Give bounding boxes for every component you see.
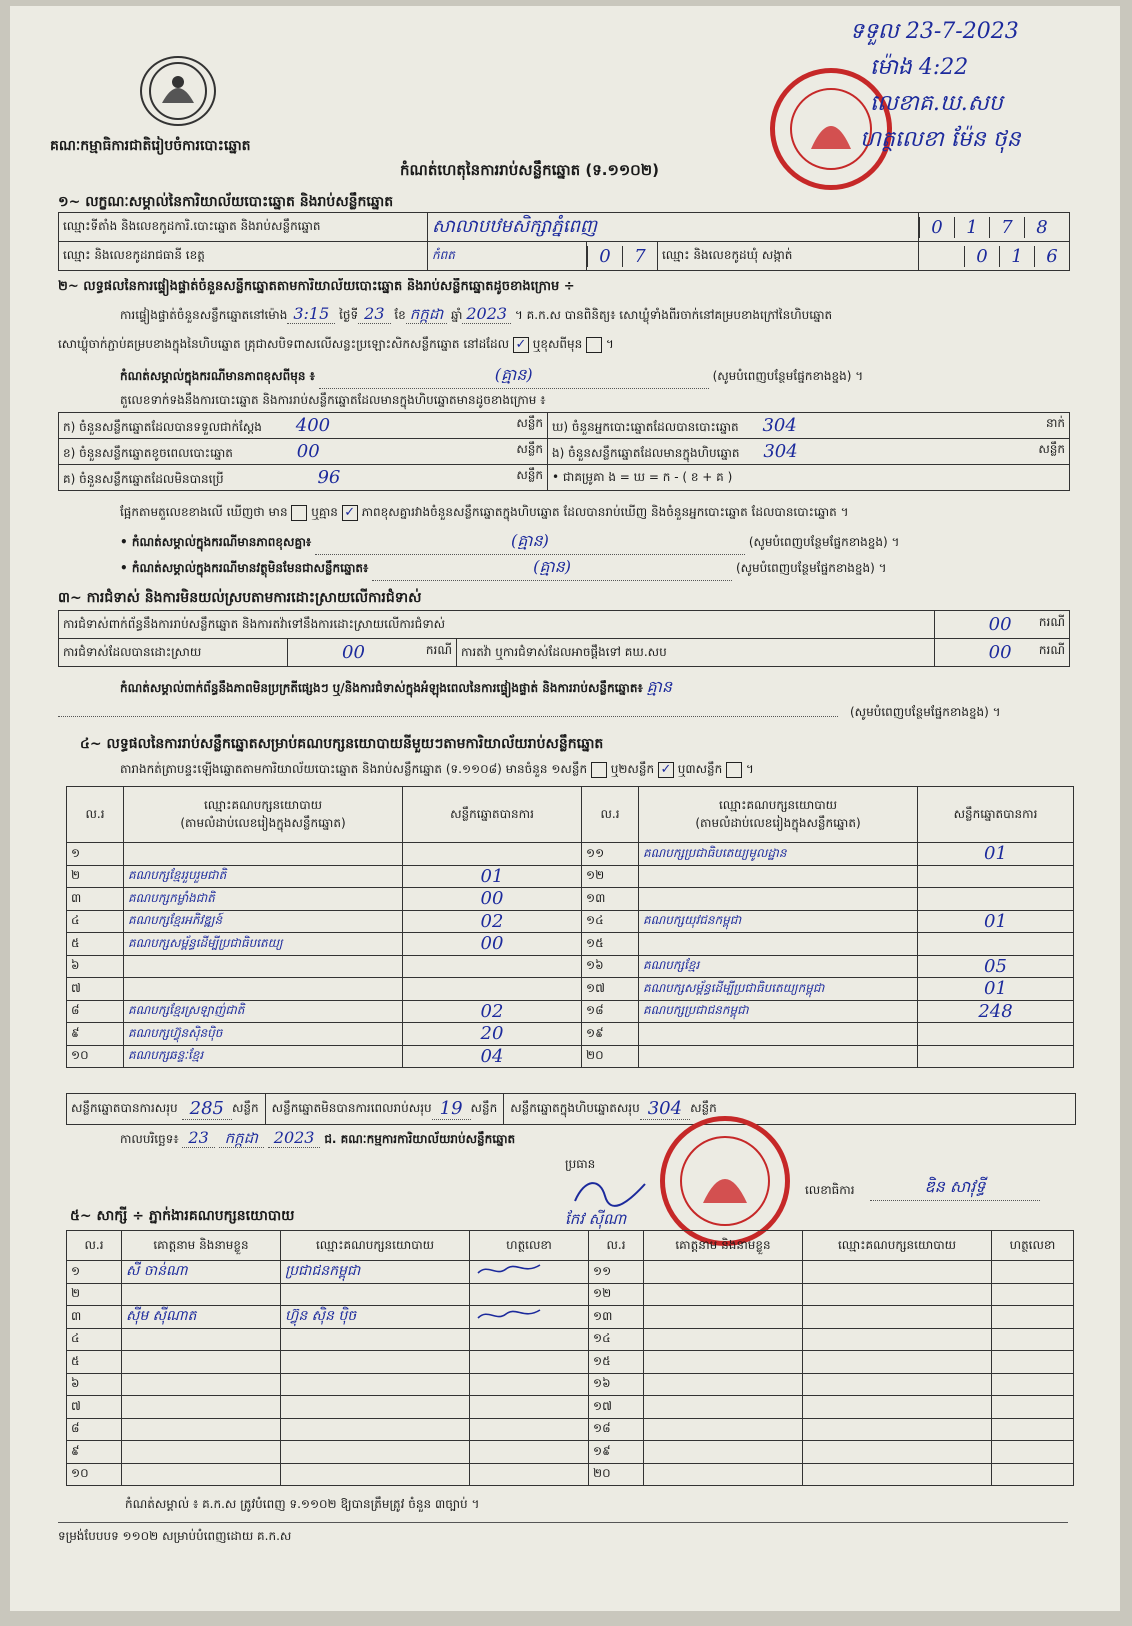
w-col-sign: ហត្ថលេខា [470, 1231, 589, 1261]
row-no: ១៦ [589, 1373, 644, 1396]
witness-party [803, 1396, 992, 1419]
witness-party [803, 1351, 992, 1374]
section-1-table [58, 212, 1070, 271]
col-votes-2: សន្លឹកឆ្នោតបានការ [918, 787, 1074, 843]
vote-count: 01 [403, 865, 582, 888]
party-name: គណបក្សខ្មែរអភិវឌ្ឍន៍ [124, 910, 403, 933]
table-row [67, 1023, 1074, 1046]
witness-signature [992, 1328, 1074, 1351]
witness-party: ហ៊្វុន ស៊ិន ប៉ិច [281, 1306, 470, 1329]
row-no: ១៨ [589, 1418, 644, 1441]
party-name: គណបក្សខ្មែរស្រឡាញ់ជាតិ [124, 1000, 403, 1023]
tally-sheet-line: តារាងកត់ត្រាបន្ទះឡើងឆ្នោតតាមការិយាល័យបោះឆ្នោត និងរាប់សន្លឹកឆ្នោត (ទ.១១០៨) មានចំនួន ១សន្លឹក ឬ២សន្លឹក ✓ ឬ៣សន្លឹក ។ [120, 761, 754, 777]
province-code: 0 7 [587, 242, 658, 271]
witness-name: ស៊ីម ស៊ីណាត [122, 1306, 281, 1329]
vote-count [918, 1045, 1074, 1068]
row-no: ៣ [67, 888, 124, 911]
witness-signature [470, 1306, 589, 1329]
complaint-row-2b-label: ការតវ៉ា ឬការជំទាស់ដែលអាចផ្តឹងទៅ គឃ.សប [457, 639, 935, 667]
row-no: ៥ [67, 1351, 122, 1374]
table-row [67, 955, 1074, 978]
party-name: គណបក្សសម្ព័ន្ធដើម្បីប្រជាធិបតេយ្យកម្ពុជា [639, 978, 918, 1001]
table-row [67, 865, 1074, 888]
signature-icon [474, 1261, 544, 1279]
footer-note: កំណត់សម្គាល់ ៖ គ.ក.ស ត្រូវបំពេញ ទ.១១០២ ឱ្យបានត្រឹមត្រូវ ចំនួន ៣ច្បាប់ ។ [125, 1497, 480, 1511]
vote-count [403, 955, 582, 978]
witness-signature [470, 1283, 589, 1306]
witness-name [644, 1373, 803, 1396]
party-name [124, 955, 403, 978]
vote-count: 01 [918, 978, 1074, 1001]
party-name [639, 933, 918, 956]
footer-divider [58, 1522, 1068, 1523]
row-no: ១១ [589, 1261, 644, 1284]
witness-party [803, 1373, 992, 1396]
w-col-sign-2: ហត្ថលេខា [992, 1231, 1074, 1261]
w-col-no-2: ល.រ [589, 1231, 644, 1261]
row-no: ២០ [589, 1463, 644, 1486]
count-row-kho2: ឃ) ចំនួនអ្នកបោះឆ្នោតដែលបានបោះឆ្នោត 304 នាក់ [548, 413, 1070, 439]
totals-row: សន្លឹកឆ្នោតបានការសរុប 285 សន្លឹក សន្លឹកឆ្នោតមិនបានការពេលរាប់សរុប 19 សន្លឹក សន្លឹកឆ្នោតក្នុងហិបឆ្នោតសរុប 304 សន្លឹក [66, 1093, 1076, 1125]
col-party: ឈ្មោះគណបក្សនយោបាយ (តាមលំដាប់លេខរៀងក្នុងសន្លឹកឆ្នោត) [124, 787, 403, 843]
irregularity-suffix: (សូមបំពេញបន្ថែមផ្នែកខាងខ្នង) ។ [850, 705, 1001, 719]
has-diff-checkbox[interactable] [291, 505, 307, 521]
witness-signature [992, 1373, 1074, 1396]
col-no-2: ល.រ [582, 787, 639, 843]
formula: • ជាគម្រូគា ង = ឃ = ក - ( ខ + គ ) [548, 465, 1070, 491]
party-name: គណបក្សសម្ព័ន្ធដើម្បីប្រជាធិបតេយ្យ [124, 933, 403, 956]
witness-name [644, 1306, 803, 1329]
witness-signature [992, 1283, 1074, 1306]
witness-signature [470, 1396, 589, 1419]
witness-name [644, 1418, 803, 1441]
witness-signature [992, 1261, 1074, 1284]
table-row [67, 1351, 1074, 1374]
party-name: គណបក្សខ្មែររួបរួមជាតិ [124, 865, 403, 888]
row-no: ៣ [67, 1306, 122, 1329]
commune-code: 0 1 6 [919, 242, 1070, 271]
table-row [67, 1306, 1074, 1329]
table-row [67, 1283, 1074, 1306]
commune-label: ឈ្មោះ និងលេខកូដឃុំ សង្កាត់ [658, 242, 919, 271]
col-no: ល.រ [67, 787, 124, 843]
w-col-name-2: គោត្តនាម និងនាមខ្លួន [644, 1231, 803, 1261]
witness-signature [470, 1351, 589, 1374]
witness-name [644, 1261, 803, 1284]
office-value: សាលាបឋមសិក្សាភ្នំពេញ [428, 213, 919, 242]
row-no: ១៣ [589, 1306, 644, 1329]
row-no: ៩ [67, 1441, 122, 1464]
row-no: ១៤ [589, 1328, 644, 1351]
chair-name: កែវ ស៊ីណា [565, 1210, 627, 1228]
witness-name [122, 1418, 281, 1441]
vote-count [403, 978, 582, 1001]
party-name: គណបក្សប្រជាធិបតេយ្យមូលដ្ឋាន [639, 843, 918, 866]
counts-table [58, 412, 1070, 491]
col-votes: សន្លឹកឆ្នោតបានការ [403, 787, 582, 843]
office-code: 0 1 7 8 [919, 213, 1070, 242]
witness-signature [470, 1328, 589, 1351]
signature-icon [474, 1306, 544, 1324]
witness-signature [470, 1373, 589, 1396]
vote-count: 02 [403, 1000, 582, 1023]
row-no: ១៨ [582, 1000, 639, 1023]
witness-party [281, 1396, 470, 1419]
row-no: ១០ [67, 1463, 122, 1486]
row-no: ១៦ [582, 955, 639, 978]
witness-party [281, 1441, 470, 1464]
row-no: ១៩ [589, 1441, 644, 1464]
verify-line-2: សោឃ្លុំចាក់ភ្ជាប់គម្របខាងក្នុងនៃហិបឆ្នោត គ្រុជាសបិទពាសលើសន្លះប្រឡោះសិកសន្លឹកឆ្នោត នៅដដែល ✓ ឬខុសពីមុន ។ [58, 336, 614, 352]
row-no: ៧ [67, 1396, 122, 1419]
witness-name [644, 1351, 803, 1374]
row-no: ២ [67, 865, 124, 888]
row-no: ៩ [67, 1023, 124, 1046]
complaint-row-1-label: ការជំទាស់ពាក់ព័ន្ធនឹងការរាប់សន្លឹកឆ្នោត និងការតវ៉ាទៅនឹងការដោះស្រាយលើការជំទាស់ [59, 611, 935, 639]
secretary-name: ឌិន សាវុទ្ធី [870, 1176, 1040, 1201]
party-name [639, 1045, 918, 1068]
witness-name [122, 1283, 281, 1306]
complaint-row-2b-value: 00 ករណី [934, 639, 1069, 667]
witness-party [281, 1351, 470, 1374]
form-reference: ទម្រង់បែបបទ ១១០២ សម្រាប់បំពេញដោយ គ.ក.ស [58, 1529, 292, 1543]
row-no: ៨ [67, 1418, 122, 1441]
vote-count [918, 1023, 1074, 1046]
receipt-note: ទទួល 23-7-2023 ម៉ោង 4:22 លេខាគ.ឃ.សប ហត្ថលេខា ម៉ែន ថុន [850, 19, 1021, 152]
section-1-title: ១~ លក្ខណៈសម្គាល់នៃការិយាល័យបោះឆ្នោត និងរាប់សន្លឹកឆ្នោត [58, 194, 394, 210]
vote-count: 248 [918, 1000, 1074, 1023]
note-line-2: • កំណត់សម្គាល់ក្នុងករណីមានភាពខុសគ្នា៖ (គ្មាន) (សូមបំពេញបន្ថែមផ្នែកខាងខ្នង) ។ [120, 530, 1050, 555]
witness-party [281, 1328, 470, 1351]
chair-label: ប្រធាន [565, 1157, 596, 1171]
count-row-ko: គ) ចំនួនសន្លឹកឆ្នោតដែលមិនបានប្រើ 96 សន្លឹក [59, 465, 548, 491]
table-row [67, 1045, 1074, 1068]
witness-signature [470, 1261, 589, 1284]
three-sheet-checkbox[interactable] [726, 762, 742, 778]
row-no: ២០ [582, 1045, 639, 1068]
irregularity-note: កំណត់សម្គាល់ពាក់ព័ន្ធនឹងភាពមិនប្រក្រតីផ្សេងៗ ឬ/និងការជំទាស់ក្នុងអំឡុងពេលនៃការផ្ទៀងផ្ទាត់ និងការរាប់សន្លឹកឆ្នោត៖ គ្មាន [120, 677, 672, 696]
party-name: គណបក្សប្រជាជនកម្ពុជា [639, 1000, 918, 1023]
party-name: គណបក្សយុវជនកម្ពុជា [639, 910, 918, 933]
table-row [67, 843, 1074, 866]
same-checkbox[interactable]: ✓ [513, 337, 529, 353]
party-name [124, 978, 403, 1001]
w-col-name: គោត្តនាម និងនាមខ្លួន [122, 1231, 281, 1261]
row-no: ១៣ [582, 888, 639, 911]
row-no: ១៧ [582, 978, 639, 1001]
row-no: ៧ [67, 978, 124, 1001]
witness-name [122, 1351, 281, 1374]
no-diff-checkbox[interactable]: ✓ [342, 505, 358, 521]
date-line: កាលបរិច្ឆេទ៖ 23 កក្កដា 2023 ជ. គណៈកម្មការការិយាល័យរាប់សន្លឹកឆ្នោត [120, 1128, 516, 1147]
vote-count: 04 [403, 1045, 582, 1068]
table-row [67, 1000, 1074, 1023]
row-no: ១៤ [582, 910, 639, 933]
table-row [67, 1261, 1074, 1284]
section-4-title: ៤~ លទ្ធផលនៃការរាប់សន្លឹកឆ្នោតសម្រាប់គណបក្សនយោបាយនីមួយៗតាមការិយាល័យរាប់សន្លឹកឆ្នោត [80, 736, 604, 752]
vote-count: 01 [918, 843, 1074, 866]
witness-name [122, 1441, 281, 1464]
row-no: ២ [67, 1283, 122, 1306]
row-no: ១២ [582, 865, 639, 888]
witness-name [122, 1373, 281, 1396]
witness-party [281, 1373, 470, 1396]
party-name [639, 888, 918, 911]
witness-signature [992, 1418, 1074, 1441]
row-no: ១២ [589, 1283, 644, 1306]
witness-name [644, 1283, 803, 1306]
verify-line-1: ការផ្ទៀងផ្ទាត់ចំនួនសន្លឹកឆ្នោតនៅម៉ោង 3:15 ថ្ងៃទី 23 ខែ កក្កដា ឆ្នាំ 2023 ។ គ.ក.ស បានពិនិត្យ៖ សោឃ្លុំទាំងពីរចាក់នៅគម្របខាងក្រៅនៃហិបឆ្នោត [120, 304, 833, 323]
party-results-table [66, 786, 1074, 1068]
row-no: ៥ [67, 933, 124, 956]
party-name [639, 865, 918, 888]
witness-signature [992, 1463, 1074, 1486]
party-name: គណបក្សឆន្ទៈខ្មែរ [124, 1045, 403, 1068]
secretary-label: លេខាធិការ [805, 1183, 855, 1197]
w-col-party: ឈ្មោះគណបក្សនយោបាយ [281, 1231, 470, 1261]
chair-signature-icon [570, 1176, 650, 1214]
witness-party: ប្រជាជនកម្ពុជា [281, 1261, 470, 1284]
witness-name: សី ចាន់ណា [122, 1261, 281, 1284]
dotted-line [58, 708, 838, 717]
witness-name [644, 1463, 803, 1486]
party-name: គណបក្សខ្មែរ [639, 955, 918, 978]
witness-party [803, 1261, 992, 1284]
different-checkbox[interactable] [586, 337, 602, 353]
diff-line: ផ្អែកតាមតួលេខខាងលើ ឃើញថា មាន ឬគ្មាន ✓ ភាពខុសគ្នារវាងចំនួនសន្លឹកឆ្នោតក្នុងហិបឆ្នោត ដែលបានរាប់ឃើញ និងចំនួនអ្នកបោះឆ្នោត ដែលបានបោះឆ្នោត ។ [120, 504, 849, 520]
table-row [67, 1441, 1074, 1464]
witness-signature [470, 1418, 589, 1441]
party-name: គណបក្សហ៊្វុនស៊ិនប៉ិច [124, 1023, 403, 1046]
witness-name [122, 1463, 281, 1486]
witness-table [66, 1230, 1074, 1486]
row-no: ១ [67, 1261, 122, 1284]
witness-name [644, 1441, 803, 1464]
office-label: ឈ្មោះទីតាំង និងលេខកូដការិ.បោះឆ្នោត និងរាប់សន្លឹកឆ្នោត [59, 213, 428, 242]
province-label: ឈ្មោះ និងលេខកូដរាជធានី ខេត្ត [59, 242, 428, 271]
vote-count: 05 [918, 955, 1074, 978]
table-row [67, 1373, 1074, 1396]
row-no: ៦ [67, 955, 124, 978]
vote-count [918, 865, 1074, 888]
counts-intro: តួលេខទាក់ទងនឹងការបោះឆ្នោត និងការរាប់សន្លឹកឆ្នោតដែលមានក្នុងហិបឆ្នោតមានដូចខាងក្រោម ៖ [120, 393, 546, 407]
row-no: ៦ [67, 1373, 122, 1396]
complaint-row-1-value: 00 ករណី [934, 611, 1069, 639]
witness-signature [992, 1441, 1074, 1464]
table-row [67, 933, 1074, 956]
party-name [639, 1023, 918, 1046]
w-col-no: ល.រ [67, 1231, 122, 1261]
count-row-ka: ក) ចំនួនសន្លឹកឆ្នោតដែលបានទទួលជាក់ស្តែង 400 សន្លឹក [59, 413, 548, 439]
vote-count: 20 [403, 1023, 582, 1046]
witness-signature [992, 1351, 1074, 1374]
section-5-title: ៥~ សាក្សី ÷ ភ្នាក់ងារគណបក្សនយោបាយ [70, 1208, 295, 1224]
witness-signature [992, 1306, 1074, 1329]
row-no: ៤ [67, 1328, 122, 1351]
nec-logo-icon [140, 56, 216, 126]
complaint-row-2-value: 00 ករណី [288, 639, 457, 667]
witness-party [803, 1463, 992, 1486]
table-row [67, 1463, 1074, 1486]
count-row-kho: ខ) ចំនួនសន្លឹកឆ្នោតខូចពេលបោះឆ្នោត 00 សន្លឹក [59, 439, 548, 465]
vote-count: 02 [403, 910, 582, 933]
table-row [67, 888, 1074, 911]
vote-count: 00 [403, 933, 582, 956]
table-row [67, 1328, 1074, 1351]
w-col-party-2: ឈ្មោះគណបក្សនយោបាយ [803, 1231, 992, 1261]
witness-party [803, 1418, 992, 1441]
org-name: គណៈកម្មាធិការជាតិរៀបចំការបោះឆ្នោត [50, 138, 251, 154]
witness-name [644, 1328, 803, 1351]
table-row [67, 1396, 1074, 1419]
note-line-3: • កំណត់សម្គាល់ក្នុងករណីមានវត្ថុមិនមែនជាសន្លឹកឆ្នោត៖ (គ្មាន) (សូមបំពេញបន្ថែមផ្នែកខាងខ្នង) ។ [120, 556, 1050, 581]
office-stamp-icon [660, 1116, 790, 1246]
witness-name [644, 1396, 803, 1419]
col-party-2: ឈ្មោះគណបក្សនយោបាយ (តាមលំដាប់លេខរៀងក្នុងសន្លឹកឆ្នោត) [639, 787, 918, 843]
vote-count [403, 843, 582, 866]
row-no: ១៩ [582, 1023, 639, 1046]
province-value: កំពត [428, 242, 587, 271]
row-no: ១០ [67, 1045, 124, 1068]
row-no: ៤ [67, 910, 124, 933]
table-row [67, 978, 1074, 1001]
row-no: ៨ [67, 1000, 124, 1023]
vote-count: 01 [918, 910, 1074, 933]
witness-signature [470, 1463, 589, 1486]
witness-party [281, 1418, 470, 1441]
witness-party [281, 1283, 470, 1306]
table-row [67, 910, 1074, 933]
witness-party [803, 1283, 992, 1306]
witness-party [803, 1441, 992, 1464]
row-no: ១១ [582, 843, 639, 866]
form-title: កំណត់ហេតុនៃការរាប់សន្លឹកឆ្នោត (ទ.១១០២) [400, 161, 660, 179]
witness-party [803, 1306, 992, 1329]
row-no: ១៧ [589, 1396, 644, 1419]
complaints-table [58, 610, 1070, 667]
section-2-title: ២~ លទ្ធផលនៃការផ្ទៀងផ្ទាត់ចំនួនសន្លឹកឆ្នោតតាមការិយាល័យបោះឆ្នោត និងរាប់សន្លឹកឆ្នោតដូចខាងក្រោម ÷ [58, 279, 575, 294]
witness-party [281, 1463, 470, 1486]
two-sheet-checkbox[interactable]: ✓ [658, 762, 674, 778]
note-line-1: កំណត់សម្គាល់ក្នុងករណីមានភាពខុសពីមុន ៖ (គ្មាន) (សូមបំពេញបន្ថែមផ្នែកខាងខ្នង) ។ [120, 364, 1050, 389]
witness-party [803, 1328, 992, 1351]
section-3-title: ៣~ ការជំទាស់ និងការមិនយល់ស្របតាមការដោះស្រាយលើការជំទាស់ [58, 590, 422, 606]
witness-signature [992, 1396, 1074, 1419]
complaint-row-2-label: ការជំទាស់ដែលបានដោះស្រាយ [59, 639, 288, 667]
row-no: ១ [67, 843, 124, 866]
vote-count: 00 [403, 888, 582, 911]
count-row-ngo: ង) ចំនួនសន្លឹកឆ្នោតដែលមានក្នុងហិបឆ្នោត 304 សន្លឹក [548, 439, 1070, 465]
row-no: ១៥ [589, 1351, 644, 1374]
row-no: ១៥ [582, 933, 639, 956]
vote-count [918, 888, 1074, 911]
witness-name [122, 1328, 281, 1351]
table-row [67, 1418, 1074, 1441]
witness-signature [470, 1441, 589, 1464]
one-sheet-checkbox[interactable] [591, 762, 607, 778]
party-name [124, 843, 403, 866]
witness-name [122, 1396, 281, 1419]
form-page [10, 6, 1120, 1611]
vote-count [918, 933, 1074, 956]
party-name: គណបក្សកម្លាំងជាតិ [124, 888, 403, 911]
